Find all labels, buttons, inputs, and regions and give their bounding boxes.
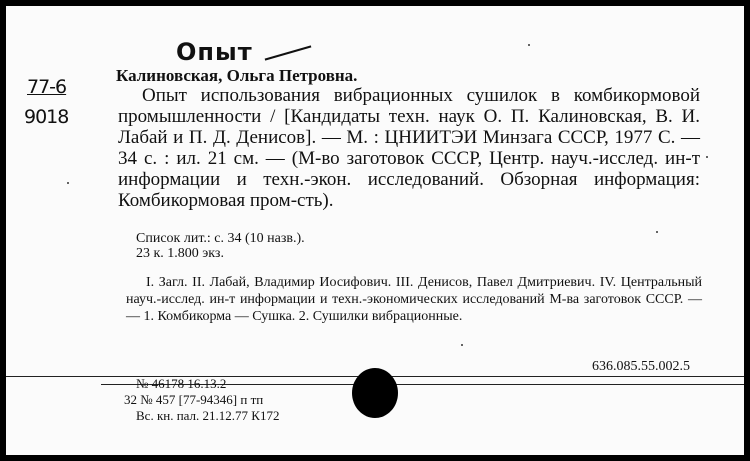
- note-stroke: [265, 45, 312, 60]
- scan-speck: [706, 156, 708, 158]
- order-number: 32 № 457 [77-94346] п тп: [124, 392, 264, 407]
- scan-speck: [528, 44, 530, 46]
- accession-number: № 46178 16.13.2: [136, 376, 227, 391]
- handwritten-note: Опыт: [176, 38, 253, 66]
- press-chamber-line: Вс. кн. пал. 21.12.77 К172: [136, 408, 280, 423]
- scan-speck: [67, 182, 69, 184]
- scan-speck: [461, 344, 463, 346]
- references-note: Список лит.: с. 34 (10 назв.).: [136, 231, 305, 246]
- subject-tracings: I. Загл. II. Лабай, Владимир Иосифович. III. Денисов, Павел Дмитриевич. IV. Центральный науч.-исслед. ин-т информации и техн.-экономических исследований М-ва заготовок СССР. — — 1. Комбикорма — Сушка. 2. Сушилки вибрационные.: [126, 275, 702, 324]
- scan-speck: [656, 231, 658, 233]
- catalog-card: [6, 6, 744, 455]
- udc-code: 636.085.55.002.5: [592, 359, 690, 374]
- shelf-mark-2: 9018: [24, 106, 69, 128]
- punch-hole: [352, 368, 398, 418]
- print-run: 23 к. 1.800 экз.: [136, 246, 224, 261]
- bibliographic-description: Опыт использования вибрационных сушилок в комбикормовой промышленности / [Кандидаты техн. наук О. П. Калиновская, В. И. Лабай и П. Д. Денисов]. — М. : ЦНИИТЭИ Минзага СССР, 1977 С. — 34 с. : ил. 21 см. — (М-во заготовок СССР, Центр. науч.-исслед. ин-т информации и техн.-экон. исследований. Обзорная информация: Комбикормовая пром-сть).: [118, 85, 700, 211]
- shelf-mark-1: 77-6: [27, 76, 67, 98]
- author-heading: Калиновская, Ольга Петровна.: [116, 66, 358, 85]
